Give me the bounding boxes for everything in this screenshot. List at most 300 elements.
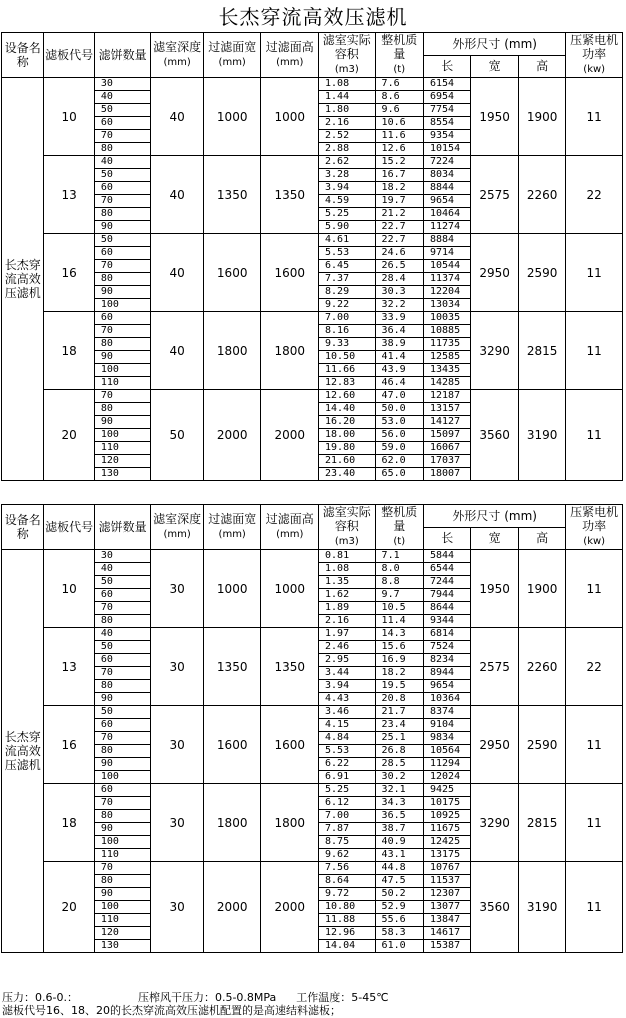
filter-height-cell: 1350 (261, 156, 319, 234)
mass-cell: 15.2 (375, 156, 423, 169)
length-cell: 8554 (424, 117, 471, 130)
volume-cell: 8.75 (319, 836, 376, 849)
length-cell: 9344 (424, 615, 471, 628)
mass-cell: 30.2 (375, 771, 423, 784)
chamber-depth-cell: 30 (151, 862, 204, 953)
cake-count-cell: 70 (94, 862, 151, 875)
header-width-text: 宽 (488, 531, 501, 546)
length-cell: 12307 (424, 888, 471, 901)
length-cell: 10364 (424, 693, 471, 706)
mass-cell: 9.6 (375, 104, 423, 117)
length-cell: 10885 (424, 325, 471, 338)
mass-cell: 34.3 (375, 797, 423, 810)
mass-cell: 41.4 (375, 351, 423, 364)
filter-width-cell: 1000 (203, 78, 261, 156)
header-filter-width (203, 505, 261, 550)
cake-count-cell: 110 (94, 849, 151, 862)
length-cell: 10154 (424, 143, 471, 156)
header-length (424, 55, 471, 78)
spec-table-40mm (1, 32, 623, 481)
dim-width-cell: 3560 (471, 862, 518, 953)
length-cell: 7224 (424, 156, 471, 169)
cake-count-cell: 70 (94, 732, 151, 745)
header-device-name-text: 设备名称 (4, 513, 41, 541)
dim-width-cell: 1950 (471, 550, 518, 628)
volume-cell: 8.16 (319, 325, 376, 338)
filter-height-cell: 2000 (261, 862, 319, 953)
volume-cell: 1.44 (319, 91, 376, 104)
cake-count-cell: 100 (94, 771, 151, 784)
header-motor-power-unit: (kw) (583, 536, 606, 547)
filter-height-cell: 1800 (261, 784, 319, 862)
cake-count-cell: 50 (94, 706, 151, 719)
cake-count-cell: 50 (94, 641, 151, 654)
header-height (518, 55, 565, 78)
volume-cell: 2.95 (319, 654, 376, 667)
mass-cell: 26.8 (375, 745, 423, 758)
dim-height-cell: 2590 (518, 706, 565, 784)
plate-code-cell: 13 (44, 628, 94, 706)
cake-count-cell: 30 (94, 78, 151, 91)
mass-cell: 43.9 (375, 364, 423, 377)
mass-cell: 32.2 (375, 299, 423, 312)
volume-cell: 1.80 (319, 104, 376, 117)
plate-code-cell: 16 (44, 706, 94, 784)
chamber-depth-cell: 30 (151, 706, 204, 784)
cake-count-cell: 120 (94, 927, 151, 940)
mass-cell: 26.5 (375, 260, 423, 273)
mass-cell: 62.0 (375, 455, 423, 468)
volume-cell: 18.00 (319, 429, 376, 442)
filter-height-cell: 2000 (261, 390, 319, 481)
motor-power-cell: 22 (566, 156, 623, 234)
mass-cell: 21.2 (375, 208, 423, 221)
length-cell: 16067 (424, 442, 471, 455)
header-filter-height (261, 33, 319, 78)
dim-height-cell: 3190 (518, 390, 565, 481)
volume-cell: 6.12 (319, 797, 376, 810)
mass-cell: 56.0 (375, 429, 423, 442)
motor-power-cell: 11 (566, 550, 623, 628)
table-row (2, 862, 623, 875)
volume-cell: 5.25 (319, 784, 376, 797)
length-cell: 7944 (424, 589, 471, 602)
length-cell: 6954 (424, 91, 471, 104)
header-length-text: 长 (441, 531, 454, 546)
length-cell: 8844 (424, 182, 471, 195)
cake-count-cell: 30 (94, 550, 151, 563)
cake-count-cell: 50 (94, 169, 151, 182)
length-cell: 10464 (424, 208, 471, 221)
length-cell: 18007 (424, 468, 471, 481)
mass-cell: 15.6 (375, 641, 423, 654)
volume-cell: 8.64 (319, 875, 376, 888)
volume-cell: 7.56 (319, 862, 376, 875)
cake-count-cell: 40 (94, 91, 151, 104)
header-chamber-depth-unit: (mm) (163, 529, 191, 540)
filter-width-cell: 1800 (203, 312, 261, 390)
mass-cell: 7.6 (375, 78, 423, 91)
header-dimensions-text: 外形尺寸 (mm) (452, 36, 537, 51)
cake-count-cell: 100 (94, 364, 151, 377)
cake-count-cell: 80 (94, 875, 151, 888)
volume-cell: 5.53 (319, 247, 376, 260)
volume-cell: 3.28 (319, 169, 376, 182)
length-cell: 5844 (424, 550, 471, 563)
volume-cell: 2.16 (319, 117, 376, 130)
dim-height-cell: 2815 (518, 312, 565, 390)
table-row (2, 234, 623, 247)
cake-count-cell: 80 (94, 680, 151, 693)
cake-count-cell: 80 (94, 338, 151, 351)
volume-cell: 10.50 (319, 351, 376, 364)
length-cell: 9654 (424, 195, 471, 208)
length-cell: 17037 (424, 455, 471, 468)
dim-width-cell: 2950 (471, 234, 518, 312)
cake-count-cell: 50 (94, 104, 151, 117)
header-chamber-depth (151, 33, 204, 78)
mass-cell: 18.2 (375, 182, 423, 195)
chamber-depth-cell: 30 (151, 784, 204, 862)
length-cell: 13157 (424, 403, 471, 416)
cake-count-cell: 60 (94, 654, 151, 667)
motor-power-cell: 11 (566, 78, 623, 156)
motor-power-cell: 11 (566, 312, 623, 390)
mass-cell: 36.5 (375, 810, 423, 823)
mass-cell: 10.6 (375, 117, 423, 130)
length-cell: 11294 (424, 758, 471, 771)
cake-count-cell: 100 (94, 299, 151, 312)
mass-cell: 8.0 (375, 563, 423, 576)
header-width-text: 宽 (488, 59, 501, 74)
length-cell: 8644 (424, 602, 471, 615)
table-row (2, 628, 623, 641)
dim-width-cell: 3290 (471, 784, 518, 862)
dim-height-cell: 1900 (518, 550, 565, 628)
header-machine-mass-text: 整机质量 (381, 33, 418, 61)
chamber-depth-cell: 40 (151, 78, 204, 156)
cake-count-cell: 80 (94, 615, 151, 628)
mass-cell: 58.3 (375, 927, 423, 940)
header-height-text: 高 (536, 59, 549, 74)
header-filter-width-text: 过滤面宽 (208, 512, 257, 526)
length-cell: 10175 (424, 797, 471, 810)
mass-cell: 30.3 (375, 286, 423, 299)
mass-cell: 19.5 (375, 680, 423, 693)
table-row (2, 312, 623, 325)
volume-cell: 9.72 (319, 888, 376, 901)
cake-count-cell: 110 (94, 914, 151, 927)
length-cell: 7754 (424, 104, 471, 117)
plate-code-cell: 16 (44, 234, 94, 312)
volume-cell: 1.97 (319, 628, 376, 641)
volume-cell: 4.61 (319, 234, 376, 247)
cake-count-cell: 90 (94, 693, 151, 706)
volume-cell: 6.91 (319, 771, 376, 784)
plate-code-cell: 18 (44, 784, 94, 862)
length-cell: 13077 (424, 901, 471, 914)
mass-cell: 61.0 (375, 940, 423, 953)
volume-cell: 23.40 (319, 468, 376, 481)
length-cell: 15387 (424, 940, 471, 953)
volume-cell: 3.46 (319, 706, 376, 719)
cake-count-cell: 120 (94, 455, 151, 468)
cake-count-cell: 80 (94, 143, 151, 156)
header-device-name-text: 设备名称 (4, 41, 41, 69)
header-plate-code-text: 滤板代号 (45, 48, 94, 62)
length-cell: 8884 (424, 234, 471, 247)
header-filter-width-unit: (mm) (218, 529, 246, 540)
dim-width-cell: 3290 (471, 312, 518, 390)
filter-width-cell: 2000 (203, 390, 261, 481)
volume-cell: 6.45 (319, 260, 376, 273)
length-cell: 6154 (424, 78, 471, 91)
cake-count-cell: 100 (94, 836, 151, 849)
volume-cell: 21.60 (319, 455, 376, 468)
cake-count-cell: 90 (94, 416, 151, 429)
mass-cell: 53.0 (375, 416, 423, 429)
header-motor-power (566, 505, 623, 550)
cake-count-cell: 100 (94, 901, 151, 914)
volume-cell: 6.22 (319, 758, 376, 771)
cake-count-cell: 40 (94, 156, 151, 169)
header-filter-height-text: 过滤面高 (265, 40, 314, 54)
volume-cell: 0.81 (319, 550, 376, 563)
length-cell: 10035 (424, 312, 471, 325)
header-width (471, 527, 518, 550)
filter-height-cell: 1350 (261, 628, 319, 706)
volume-cell: 1.62 (319, 589, 376, 602)
cake-count-cell: 50 (94, 576, 151, 589)
filter-width-cell: 1600 (203, 706, 261, 784)
dim-width-cell: 2950 (471, 706, 518, 784)
length-cell: 9714 (424, 247, 471, 260)
cake-count-cell: 130 (94, 468, 151, 481)
volume-cell: 1.35 (319, 576, 376, 589)
volume-cell: 16.20 (319, 416, 376, 429)
mass-cell: 47.5 (375, 875, 423, 888)
header-plate-code-text: 滤板代号 (45, 520, 94, 534)
length-cell: 13847 (424, 914, 471, 927)
header-machine-mass-unit: (t) (393, 536, 406, 547)
table-row (2, 550, 623, 563)
mass-cell: 8.6 (375, 91, 423, 104)
mass-cell: 33.9 (375, 312, 423, 325)
volume-cell: 12.83 (319, 377, 376, 390)
length-cell: 11537 (424, 875, 471, 888)
length-cell: 14285 (424, 377, 471, 390)
dim-width-cell: 2575 (471, 156, 518, 234)
volume-cell: 12.60 (319, 390, 376, 403)
header-machine-mass (375, 505, 423, 550)
mass-cell: 9.7 (375, 589, 423, 602)
motor-power-cell: 22 (566, 628, 623, 706)
length-cell: 14617 (424, 927, 471, 940)
dim-height-cell: 2815 (518, 784, 565, 862)
device-name-cell: 长杰穿流高效压滤机 (2, 78, 44, 481)
volume-cell: 7.87 (319, 823, 376, 836)
header-height-text: 高 (536, 531, 549, 546)
volume-cell: 2.46 (319, 641, 376, 654)
header-motor-power-unit: (kw) (583, 64, 606, 75)
header-chamber-depth-text: 滤室深度 (153, 512, 202, 526)
table-row (2, 78, 623, 91)
length-cell: 11675 (424, 823, 471, 836)
cake-count-cell: 90 (94, 888, 151, 901)
mass-cell: 28.5 (375, 758, 423, 771)
cake-count-cell: 90 (94, 351, 151, 364)
length-cell: 13034 (424, 299, 471, 312)
volume-cell: 3.94 (319, 680, 376, 693)
header-machine-mass-text: 整机质量 (381, 505, 418, 533)
header-chamber-depth (151, 505, 204, 550)
cake-count-cell: 80 (94, 810, 151, 823)
volume-cell: 4.15 (319, 719, 376, 732)
motor-power-cell: 11 (566, 390, 623, 481)
header-cake-count (94, 33, 151, 78)
header-filter-width (203, 33, 261, 78)
mass-cell: 11.4 (375, 615, 423, 628)
mass-cell: 24.6 (375, 247, 423, 260)
length-cell: 9354 (424, 130, 471, 143)
plate-code-cell: 18 (44, 312, 94, 390)
table-row (2, 784, 623, 797)
dim-height-cell: 3190 (518, 862, 565, 953)
cake-count-cell: 90 (94, 221, 151, 234)
length-cell: 15097 (424, 429, 471, 442)
mass-cell: 38.9 (375, 338, 423, 351)
volume-cell: 9.33 (319, 338, 376, 351)
length-cell: 6544 (424, 563, 471, 576)
header-actual-volume-unit: (m3) (334, 536, 359, 547)
length-cell: 12425 (424, 836, 471, 849)
header-motor-power-text: 压紧电机功率 (570, 33, 619, 61)
header-filter-height-unit: (mm) (276, 57, 304, 68)
mass-cell: 10.5 (375, 602, 423, 615)
mass-cell: 52.9 (375, 901, 423, 914)
mass-cell: 38.7 (375, 823, 423, 836)
motor-power-cell: 11 (566, 234, 623, 312)
mass-cell: 32.1 (375, 784, 423, 797)
length-cell: 9654 (424, 680, 471, 693)
cake-count-cell: 70 (94, 130, 151, 143)
footer-pressure: 压力：0.6-0.： (2, 991, 78, 1004)
header-machine-mass-unit: (t) (393, 64, 406, 75)
mass-cell: 50.2 (375, 888, 423, 901)
cake-count-cell: 60 (94, 719, 151, 732)
dim-height-cell: 2260 (518, 628, 565, 706)
length-cell: 6814 (424, 628, 471, 641)
mass-cell: 11.6 (375, 130, 423, 143)
cake-count-cell: 50 (94, 234, 151, 247)
filter-height-cell: 1800 (261, 312, 319, 390)
mass-cell: 36.4 (375, 325, 423, 338)
mass-cell: 21.7 (375, 706, 423, 719)
cake-count-cell: 80 (94, 403, 151, 416)
motor-power-cell: 11 (566, 706, 623, 784)
cake-count-cell: 70 (94, 325, 151, 338)
cake-count-cell: 40 (94, 563, 151, 576)
volume-cell: 12.96 (319, 927, 376, 940)
cake-count-cell: 70 (94, 195, 151, 208)
length-cell: 10925 (424, 810, 471, 823)
cake-count-cell: 80 (94, 745, 151, 758)
header-motor-power (566, 33, 623, 78)
length-cell: 11374 (424, 273, 471, 286)
header-chamber-depth-unit: (mm) (163, 57, 191, 68)
cake-count-cell: 70 (94, 797, 151, 810)
footer-conditions (2, 991, 389, 1004)
cake-count-cell: 60 (94, 117, 151, 130)
length-cell: 12187 (424, 390, 471, 403)
cake-count-cell: 90 (94, 823, 151, 836)
plate-code-cell: 10 (44, 550, 94, 628)
device-name-cell: 长杰穿流高效压滤机 (2, 550, 44, 953)
motor-power-cell: 11 (566, 862, 623, 953)
header-filter-width-unit: (mm) (218, 57, 246, 68)
header-length (424, 527, 471, 550)
motor-power-cell: 11 (566, 784, 623, 862)
filter-width-cell: 1350 (203, 628, 261, 706)
cake-count-cell: 60 (94, 784, 151, 797)
cake-count-cell: 70 (94, 260, 151, 273)
volume-cell: 7.00 (319, 810, 376, 823)
mass-cell: 19.7 (375, 195, 423, 208)
chamber-depth-cell: 50 (151, 390, 204, 481)
header-actual-volume-text: 滤室实际容积 (322, 33, 371, 61)
header-dimensions-text: 外形尺寸 (mm) (452, 508, 537, 523)
chamber-depth-cell: 30 (151, 628, 204, 706)
header-device-name (2, 505, 44, 550)
length-cell: 7244 (424, 576, 471, 589)
volume-cell: 19.80 (319, 442, 376, 455)
mass-cell: 28.4 (375, 273, 423, 286)
table-row (2, 390, 623, 403)
length-cell: 7524 (424, 641, 471, 654)
cake-count-cell: 40 (94, 628, 151, 641)
volume-cell: 2.16 (319, 615, 376, 628)
volume-cell: 8.29 (319, 286, 376, 299)
cake-count-cell: 90 (94, 286, 151, 299)
mass-cell: 22.7 (375, 221, 423, 234)
cake-count-cell: 110 (94, 442, 151, 455)
filter-width-cell: 1000 (203, 550, 261, 628)
header-length-text: 长 (441, 59, 454, 74)
length-cell: 10564 (424, 745, 471, 758)
volume-cell: 5.53 (319, 745, 376, 758)
plate-code-cell: 10 (44, 78, 94, 156)
length-cell: 8944 (424, 667, 471, 680)
volume-cell: 2.52 (319, 130, 376, 143)
volume-cell: 2.88 (319, 143, 376, 156)
chamber-depth-cell: 30 (151, 550, 204, 628)
cake-count-cell: 110 (94, 377, 151, 390)
length-cell: 11735 (424, 338, 471, 351)
cake-count-cell: 130 (94, 940, 151, 953)
filter-width-cell: 1600 (203, 234, 261, 312)
header-filter-height (261, 505, 319, 550)
dim-width-cell: 1950 (471, 78, 518, 156)
volume-cell: 4.59 (319, 195, 376, 208)
volume-cell: 3.44 (319, 667, 376, 680)
volume-cell: 1.08 (319, 78, 376, 91)
volume-cell: 11.88 (319, 914, 376, 927)
header-dimensions (424, 505, 566, 528)
mass-cell: 55.6 (375, 914, 423, 927)
cake-count-cell: 90 (94, 758, 151, 771)
filter-height-cell: 1000 (261, 78, 319, 156)
header-actual-volume-unit: (m3) (334, 64, 359, 75)
